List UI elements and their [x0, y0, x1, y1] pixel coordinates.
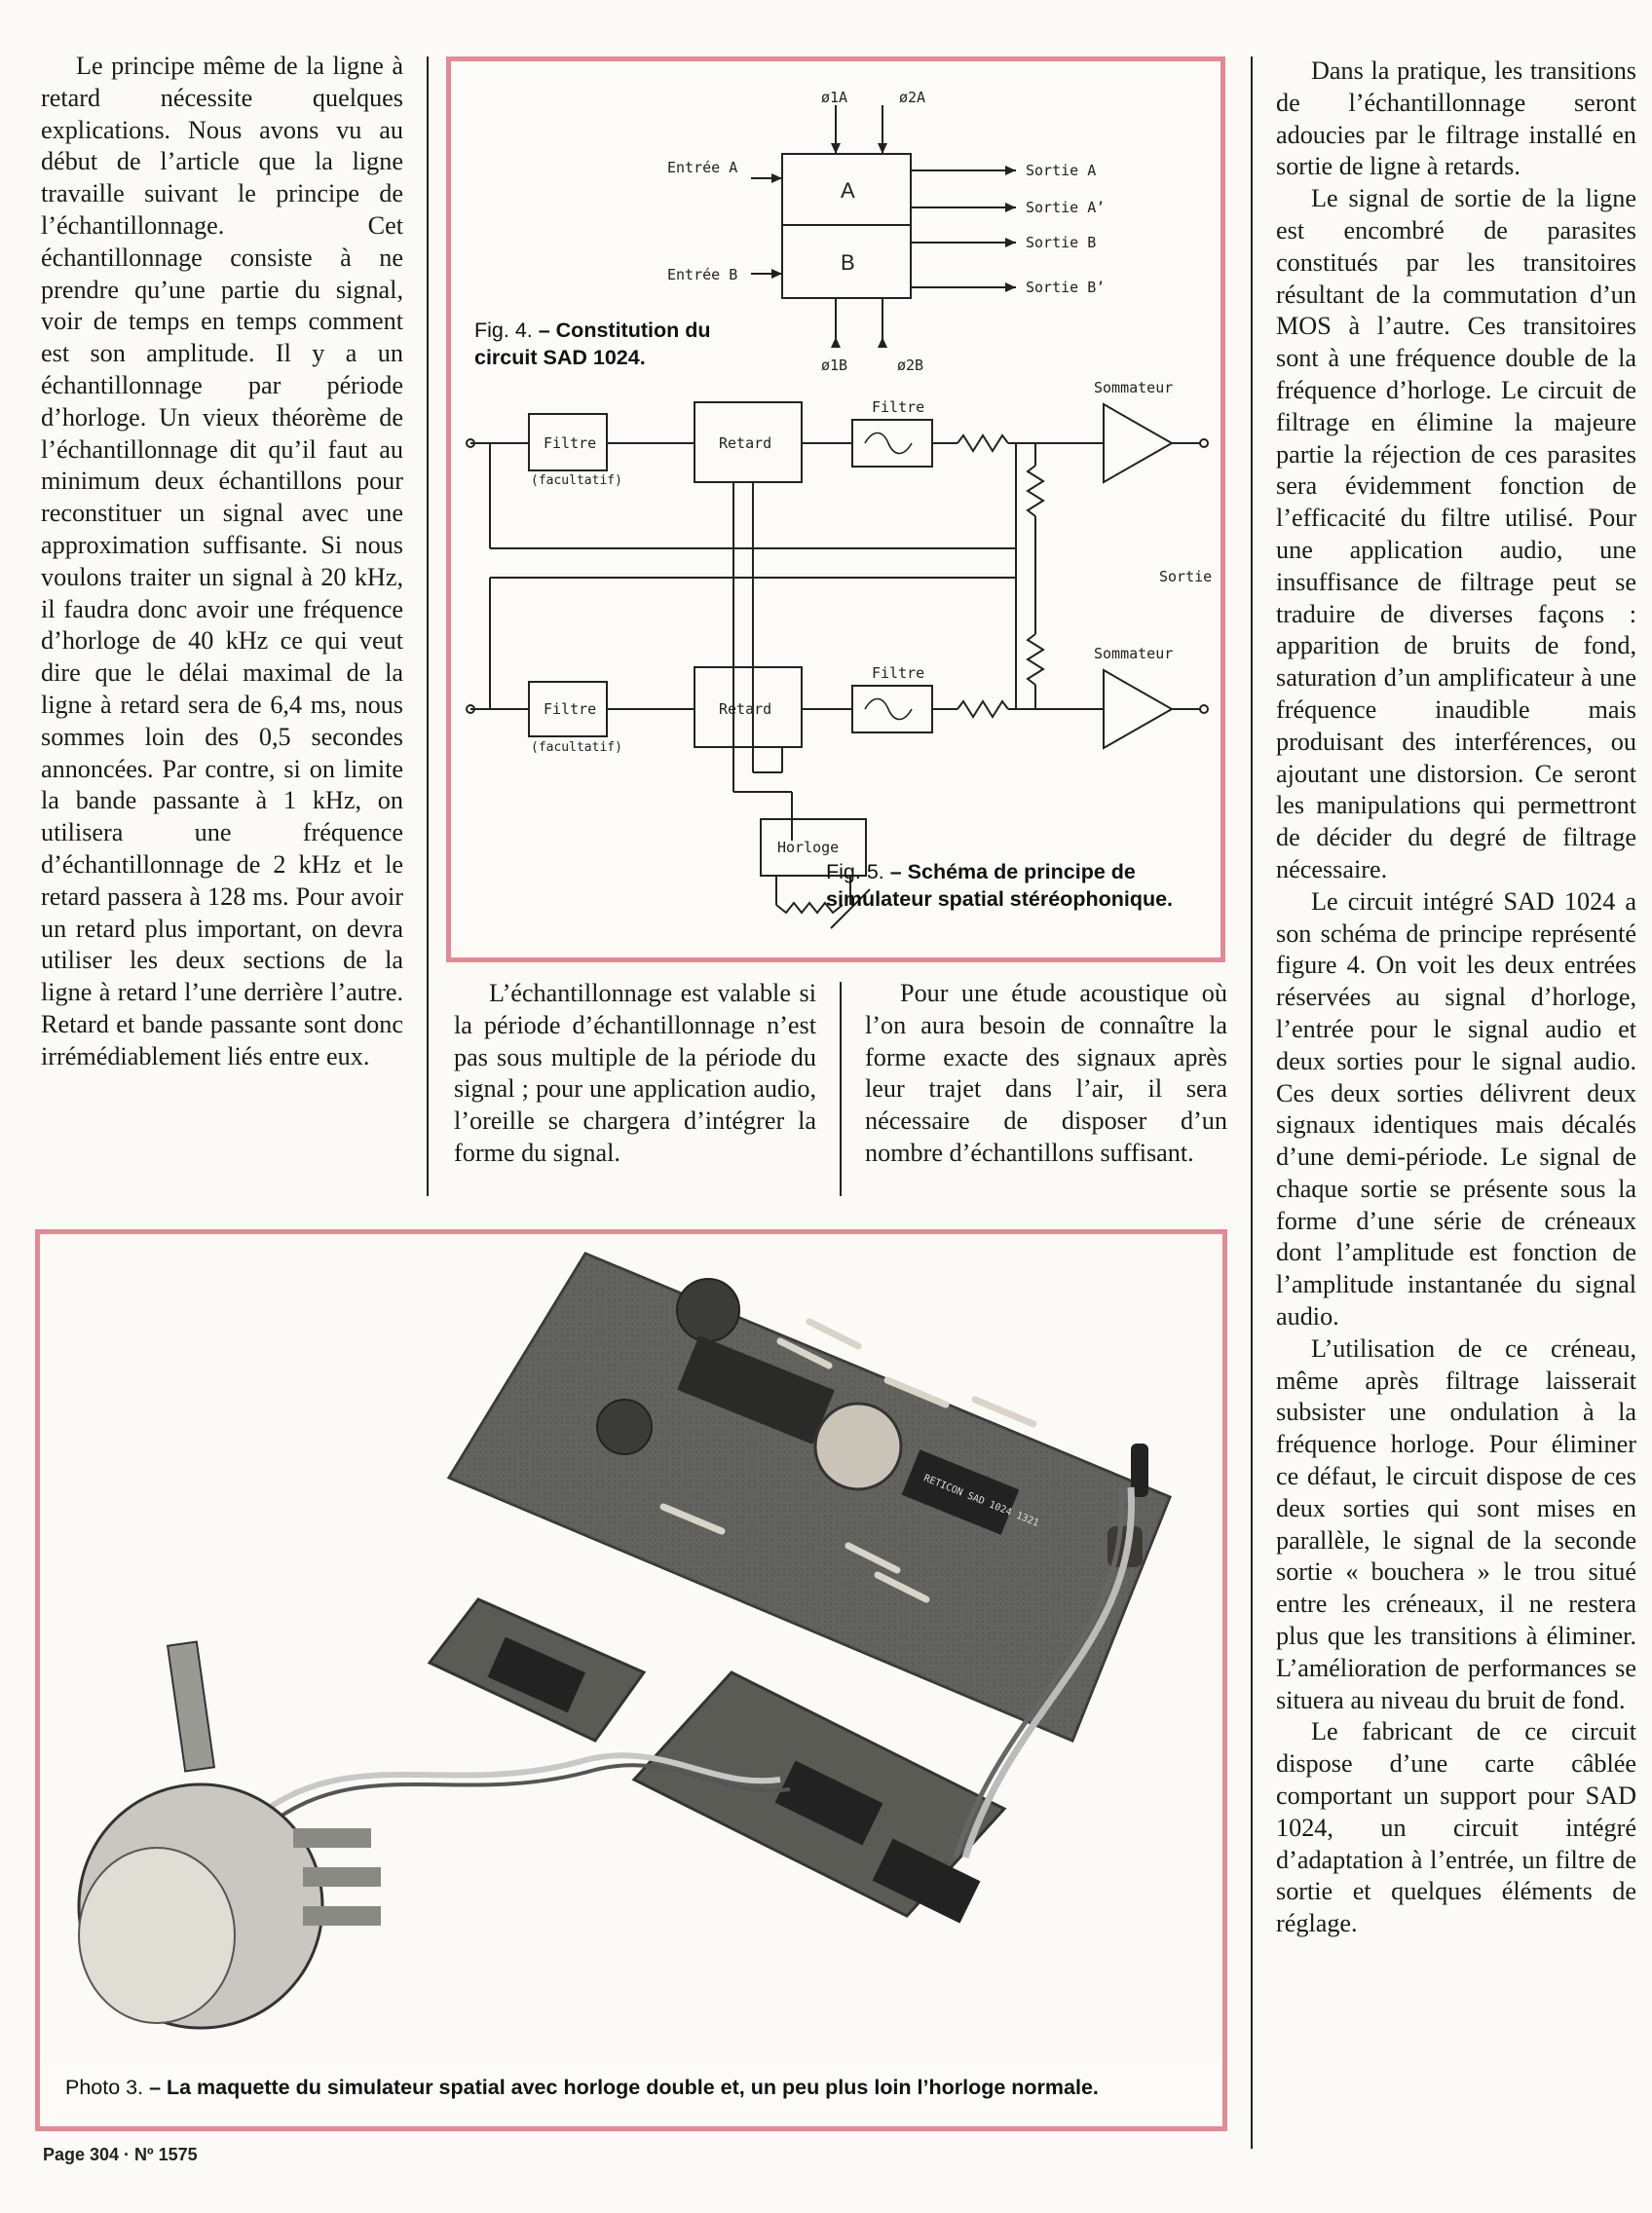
- column-middle-b: [865, 978, 1227, 1170]
- paragraph: L’utilisation de ce créneau, même après filtrage laisserait subsister une ondulation à la fréquence horloge. Pour éliminer ce défaut, le circuit dispose de ces deux sorties qui sont mises en parallèle, le signal de la seconde sortie « bouchera » le trou situé entre les créneaux, il ne restera plus que les transitions à éliminer. L’amélioration de performances se situera au niveau du bruit de fond.: [1276, 1333, 1636, 1714]
- fig5-filtre-facultatif-top: Filtre: [544, 434, 597, 452]
- column-right: [1276, 56, 1636, 1940]
- figure-frame: [446, 56, 1225, 962]
- phi2a-label: ø2A: [899, 89, 926, 106]
- paragraph: Dans la pratique, les transitions de l’échantillonnage seront adoucies par le filtrage installé en sortie de ligne à retards.: [1276, 56, 1636, 181]
- column-left: [41, 51, 403, 1073]
- entree-a-label: Entrée A: [667, 159, 738, 176]
- block-b-label: B: [841, 250, 855, 275]
- column-rule: [1251, 56, 1253, 2149]
- fig5-sommateur-bottom: Sommateur: [1094, 645, 1174, 662]
- fig5-filtre-top: Filtre: [872, 398, 925, 416]
- fig4-caption-text: – Constitution du circuit SAD 1024.: [474, 319, 711, 369]
- fig4-schematic: [451, 61, 1220, 957]
- fig5-facultatif-bottom: (facultatif): [531, 740, 622, 755]
- fig5-caption-text: – Schéma de principe de simulateur spatial stéréophonique.: [826, 860, 1174, 911]
- column-rule: [427, 56, 429, 1196]
- phi1a-label: ø1A: [821, 89, 848, 106]
- photo-frame: [35, 1229, 1227, 2131]
- sortie-a2-label: Sortie A’: [1026, 199, 1106, 216]
- fig5-sortie: Sortie: [1159, 568, 1213, 585]
- sortie-b2-label: Sortie B’: [1026, 279, 1106, 296]
- phi1b-label: ø1B: [821, 356, 848, 374]
- paragraph: Le signal de sortie de la ligne est encombré de parasites constitués par les transitoires résultant de la commutation d’un MOS à l’autre. Ces transitoires sont à une fréquence double de la fréquence d’horloge. Le circuit de filtrage en élimine la majeure partie la réjection de ces parasites sera évidemment fonction de l’efficacité du filtre utilisé. Pour une application audio, une insuffisance de filtrage peut se traduire de diverses façons : apparition de bruits de fond, saturation d’un amplificateur à une fréquence inaudible mais produisant des interférences, ou ajoutant une distorsion. Ce seront les manipulations qui permettront de décider du degré de filtrage nécessaire.: [1276, 184, 1636, 883]
- fig5-caption: [826, 858, 1216, 913]
- fig4-caption: [474, 317, 767, 371]
- photo-caption-text: – La maquette du simulateur spatial avec horloge double et, un peu plus loin l’horloge normale.: [143, 2076, 1099, 2099]
- fig5-facultatif-top: (facultatif): [531, 473, 622, 488]
- paragraph: Le fabricant de ce circuit dispose d’une carte câblée comportant un support pour SAD 1024, un circuit intégré d’adaptation à l’entrée, un filtre de sortie et quelques éléments de réglage.: [1276, 1717, 1636, 1938]
- fig5-retard-top: Retard: [719, 434, 772, 452]
- block-a-label: A: [841, 178, 855, 203]
- entree-b-label: Entrée B: [667, 266, 738, 283]
- photo-caption: [65, 2074, 1215, 2101]
- page-footer: Page 304 · Nº 1575: [43, 2145, 198, 2164]
- chip-label: RETICON SAD 1024 1321: [921, 1473, 1041, 1529]
- sortie-a-label: Sortie A: [1026, 162, 1097, 179]
- photo-caption-label: Photo 3.: [65, 2076, 144, 2099]
- paragraph: Le principe même de la ligne à retard nécessite quelques explications. Nous avons vu au début de l’article que la ligne travaille suivant le principe de l’échantillonnage. Cet échantillonnage consiste à ne prendre qu’une partie du signal, voir de temps en temps comment est son amplitude. Il y a un échantillonnage par période d’horloge. Un vieux théorème de l’échantillonnage dit qu’il faut au minimum deux échantillons pour reconstituer un signal avec une approximation suffisante. Si nous voulons traiter un signal à 20 kHz, il faudra donc avoir une fréquence d’horloge de 40 kHz ce qui veut dire que le délai maximal de la ligne à retard sera de 6,4 ms, nous sommes loin des 0,5 secondes annoncées. Par contre, si on limite la bande passante à 1 kHz, on utilisera une fréquence d’échantillonnage de 2 kHz et le retard passera à 128 ms. Pour avoir un retard plus important, on devra utiliser les deux sections de la ligne à retard l’une derrière l’autre. Retard et bande passante sont donc irrémédiablement liés entre eux.: [41, 52, 403, 1070]
- photo-illustration: [40, 1234, 1222, 2062]
- fig5-retard-bottom: Retard: [719, 700, 772, 718]
- fig4-caption-label: Fig. 4.: [474, 319, 533, 342]
- column-rule: [840, 982, 842, 1196]
- paragraph: Le circuit intégré SAD 1024 a son schéma de principe représenté figure 4. On voit les deux entrées réservées au signal d’horloge, l’entrée pour le signal audio et deux sorties pour le signal audio. Ces deux sorties délivrent deux signaux identiques mais décalés d’une demi-période. Le signal de chaque sortie se présente sous la forme d’une série de créneaux dont l’amplitude est fonction de l’amplitude instantanée du signal audio.: [1276, 886, 1636, 1332]
- fig5-sommateur-top: Sommateur: [1094, 379, 1174, 396]
- fig5-filtre-bottom: Filtre: [872, 664, 925, 682]
- fig5-caption-label: Fig. 5.: [826, 860, 884, 883]
- sortie-b-label: Sortie B: [1026, 234, 1097, 251]
- fig5-horloge: Horloge: [777, 839, 840, 856]
- phi2b-label: ø2B: [897, 356, 924, 374]
- paragraph: L’échantillonnage est valable si la période d’échantillonnage n’est pas sous multiple de la période du signal ; pour une application audio, l’oreille se chargera d’intégrer la forme du signal.: [454, 979, 816, 1167]
- fig5-filtre-facultatif-bottom: Filtre: [544, 700, 597, 718]
- paragraph: Pour une étude acoustique où l’on aura besoin de connaître la forme exacte des signaux après leur trajet dans l’air, il sera nécessaire de disposer d’un nombre d’échantillons suffisant.: [865, 979, 1227, 1167]
- column-middle-a: [454, 978, 816, 1170]
